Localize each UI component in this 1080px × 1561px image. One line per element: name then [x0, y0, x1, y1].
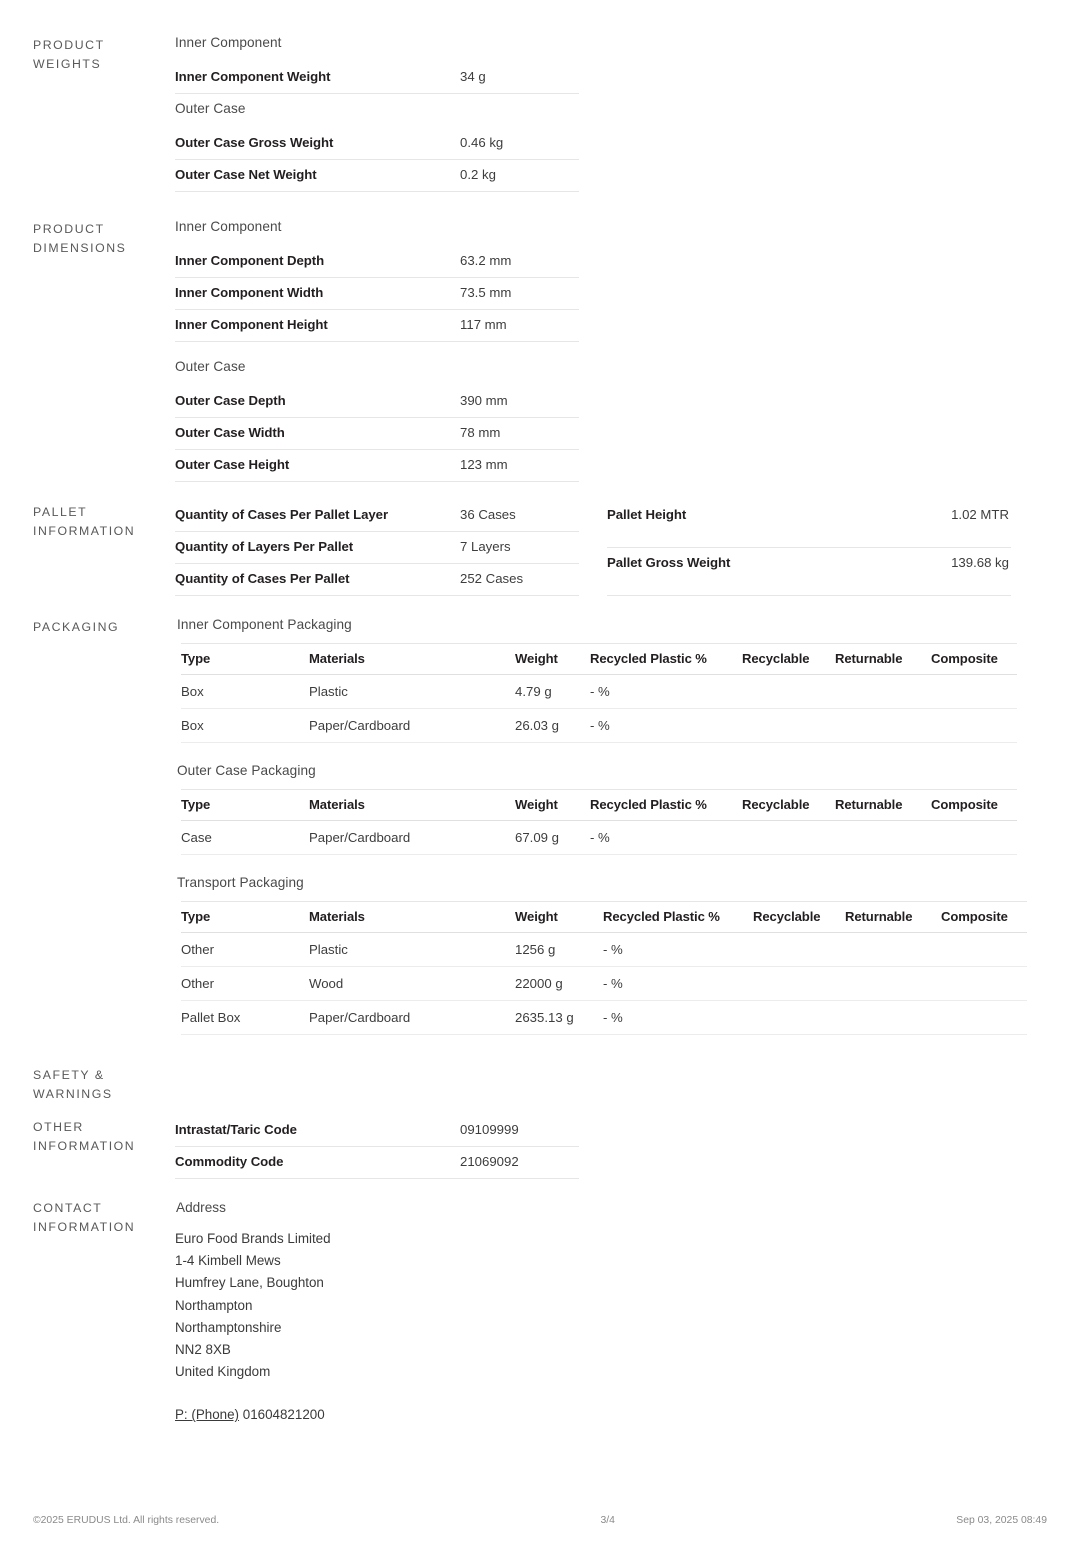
address-line: Northamptonshire [175, 1319, 282, 1335]
cell-recycled: - % [603, 1001, 753, 1035]
table-row [181, 709, 1017, 743]
subheading-inner-component: Inner Component [175, 35, 282, 50]
cell-type: Other [181, 967, 309, 1001]
address-line: Euro Food Brands Limited [175, 1231, 331, 1246]
spec-table-inner-component-weights [175, 62, 579, 94]
column-header-type: Type [181, 644, 309, 675]
packaging-table-title-outer: Outer Case Packaging [177, 763, 316, 778]
spec-value: 139.68 kg [859, 547, 1011, 595]
cell-type: Box [181, 709, 309, 743]
spec-key: Outer Case Height [175, 450, 460, 482]
cell-composite [941, 933, 1027, 967]
spec-key: Inner Component Width [175, 278, 460, 310]
section-label-packaging: PACKAGING [33, 620, 120, 634]
cell-weight: 2635.13 g [515, 1001, 603, 1035]
section-label-product-weights: PRODUCT WEIGHTS [33, 38, 105, 71]
cell-returnable [845, 967, 941, 1001]
cell-materials: Wood [309, 967, 515, 1001]
column-header-weight: Weight [515, 790, 590, 821]
spec-key: Inner Component Depth [175, 246, 460, 278]
cell-recyclable [753, 1001, 845, 1035]
table-row [175, 278, 579, 310]
cell-returnable [835, 821, 931, 855]
section-label-pallet-information: PALLET INFORMATION [33, 505, 136, 538]
footer-copyright: ©2025 ERUDUS Ltd. All rights reserved. [33, 1515, 220, 1526]
table-row [175, 386, 579, 418]
spec-value: 36 Cases [460, 500, 579, 532]
section-pallet-information [0, 500, 1080, 596]
column-header-materials: Materials [309, 644, 515, 675]
cell-recycled: - % [590, 821, 742, 855]
spec-key: Inner Component Weight [175, 62, 460, 94]
cell-composite [941, 1001, 1027, 1035]
section-product-weights [0, 33, 1080, 192]
spec-key: Outer Case Gross Weight [175, 128, 460, 160]
cell-returnable [845, 933, 941, 967]
packaging-table-transport [181, 901, 1027, 1035]
column-header-materials: Materials [309, 790, 515, 821]
spec-key: Outer Case Width [175, 418, 460, 450]
spec-value: 34 g [460, 62, 579, 94]
address-line: NN2 8XB [175, 1342, 231, 1358]
footer-timestamp: Sep 03, 2025 08:49 [956, 1515, 1047, 1526]
column-header-weight: Weight [515, 644, 590, 675]
cell-recyclable [742, 709, 835, 743]
spec-value: 1.02 MTR [859, 500, 1011, 547]
section-body-product-dimensions [175, 217, 1080, 482]
packaging-table-outer-case [181, 789, 1017, 855]
cell-returnable [845, 1001, 941, 1035]
pallet-columns [175, 500, 1044, 596]
spec-key: Intrastat/Taric Code [175, 1115, 460, 1147]
spec-key: Pallet Gross Weight [607, 547, 859, 595]
cell-weight: 4.79 g [515, 675, 590, 709]
cell-type: Box [181, 675, 309, 709]
column-header-type: Type [181, 790, 309, 821]
table-row [181, 675, 1017, 709]
address-line: Northampton [175, 1297, 253, 1313]
cell-type: Case [181, 821, 309, 855]
spec-table-outer-case-dimensions [175, 386, 579, 482]
column-header-composite: Composite [931, 644, 1017, 675]
subheading-inner-component: Inner Component [175, 219, 282, 234]
column-header-recycled-plastic: Recycled Plastic % [603, 902, 753, 933]
packaging-table-inner-component [181, 643, 1017, 743]
table-row [175, 310, 579, 342]
spec-key: Outer Case Depth [175, 386, 460, 418]
spec-key: Quantity of Cases Per Pallet Layer [175, 500, 460, 532]
phone-line [175, 1383, 1044, 1426]
cell-composite [931, 709, 1017, 743]
cell-recyclable [742, 675, 835, 709]
cell-type: Other [181, 933, 309, 967]
column-header-recyclable: Recyclable [753, 902, 845, 933]
cell-materials: Paper/Cardboard [309, 709, 515, 743]
subheading-outer-case: Outer Case [175, 101, 246, 116]
spec-table-outer-case-weights [175, 128, 579, 192]
spec-key: Outer Case Net Weight [175, 160, 460, 192]
column-header-recycled-plastic: Recycled Plastic % [590, 790, 742, 821]
spec-key: Quantity of Layers Per Pallet [175, 532, 460, 564]
table-row [175, 246, 579, 278]
column-header-returnable: Returnable [835, 790, 931, 821]
cell-materials: Paper/Cardboard [309, 1001, 515, 1035]
column-header-recyclable: Recyclable [742, 644, 835, 675]
cell-composite [941, 967, 1027, 1001]
address-line: United Kingdom [175, 1364, 271, 1380]
spec-value: 123 mm [460, 450, 579, 482]
spec-table-other-information [175, 1115, 579, 1179]
section-label-product-dimensions: PRODUCT DIMENSIONS [33, 222, 127, 255]
section-label-safety-warnings: SAFETY & WARNINGS [33, 1068, 113, 1101]
address-block [175, 1228, 1044, 1383]
section-body-packaging [175, 615, 1080, 1035]
cell-weight: 67.09 g [515, 821, 590, 855]
cell-recyclable [742, 821, 835, 855]
table-row [181, 967, 1027, 1001]
table-row [175, 418, 579, 450]
cell-recycled: - % [590, 709, 742, 743]
subheading-outer-case: Outer Case [175, 359, 246, 374]
cell-recycled: - % [603, 933, 753, 967]
cell-returnable [835, 709, 931, 743]
section-body-other-information [175, 1115, 1080, 1179]
spec-table-pallet-left [175, 500, 579, 596]
table-row [175, 160, 579, 192]
column-header-returnable: Returnable [845, 902, 941, 933]
cell-recycled: - % [590, 675, 742, 709]
section-body-contact-information [175, 1196, 1080, 1426]
table-row [175, 564, 579, 596]
section-contact-information [0, 1196, 1080, 1426]
page-footer [0, 1515, 1080, 1526]
spec-key: Pallet Height [607, 500, 859, 547]
cell-materials: Plastic [309, 675, 515, 709]
spec-key: Inner Component Height [175, 310, 460, 342]
column-header-recyclable: Recyclable [742, 790, 835, 821]
address-heading: Address [176, 1200, 226, 1215]
spec-value: 73.5 mm [460, 278, 579, 310]
packaging-table-title-transport: Transport Packaging [177, 875, 304, 890]
table-row [175, 450, 579, 482]
cell-recyclable [753, 967, 845, 1001]
spec-value: 0.2 kg [460, 160, 579, 192]
table-row [181, 821, 1017, 855]
table-row [607, 547, 1011, 595]
section-body-pallet-information [175, 500, 1080, 596]
column-header-composite: Composite [931, 790, 1017, 821]
spec-value: 09109999 [460, 1115, 579, 1147]
spec-value: 390 mm [460, 386, 579, 418]
column-header-returnable: Returnable [835, 644, 931, 675]
section-label-contact-information: CONTACT INFORMATION [33, 1201, 136, 1234]
footer-page-number: 3/4 [600, 1515, 615, 1526]
cell-type: Pallet Box [181, 1001, 309, 1035]
section-safety-warnings [0, 1063, 1080, 1103]
spec-value: 7 Layers [460, 532, 579, 564]
cell-recycled: - % [603, 967, 753, 1001]
column-header-composite: Composite [941, 902, 1027, 933]
table-row [175, 500, 579, 532]
table-row [175, 1147, 579, 1179]
column-header-recycled-plastic: Recycled Plastic % [590, 644, 742, 675]
spec-value: 117 mm [460, 310, 579, 342]
section-label-other-information: OTHER INFORMATION [33, 1120, 136, 1153]
cell-recyclable [753, 933, 845, 967]
spec-table-inner-component-dimensions [175, 246, 579, 342]
cell-returnable [835, 675, 931, 709]
table-header-row [181, 644, 1017, 675]
table-row [175, 62, 579, 94]
section-other-information [0, 1115, 1080, 1179]
table-header-row [181, 790, 1017, 821]
spec-value: 252 Cases [460, 564, 579, 596]
spec-value: 63.2 mm [460, 246, 579, 278]
spacer [175, 342, 1044, 352]
phone-label: P: (Phone) [175, 1407, 240, 1423]
cell-materials: Plastic [309, 933, 515, 967]
table-row [175, 532, 579, 564]
spec-key: Quantity of Cases Per Pallet [175, 564, 460, 596]
packaging-table-title-inner: Inner Component Packaging [177, 617, 352, 632]
cell-weight: 26.03 g [515, 709, 590, 743]
table-row [607, 500, 1011, 547]
table-row [175, 1115, 579, 1147]
section-packaging [0, 615, 1080, 1035]
document-page [0, 33, 1080, 1561]
column-header-weight: Weight [515, 902, 603, 933]
address-line: 1-4 Kimbell Mews [175, 1253, 281, 1269]
cell-materials: Paper/Cardboard [309, 821, 515, 855]
phone-number: 01604821200 [242, 1407, 325, 1423]
cell-weight: 22000 g [515, 967, 603, 1001]
spec-key: Commodity Code [175, 1147, 460, 1179]
cell-composite [931, 675, 1017, 709]
cell-weight: 1256 g [515, 933, 603, 967]
table-row [181, 1001, 1027, 1035]
address-line: Humfrey Lane, Boughton [175, 1275, 324, 1291]
spec-value: 0.46 kg [460, 128, 579, 160]
spec-value: 78 mm [460, 418, 579, 450]
section-product-dimensions [0, 217, 1080, 482]
cell-composite [931, 821, 1017, 855]
spec-value: 21069092 [460, 1147, 579, 1179]
section-body-product-weights [175, 33, 1080, 192]
column-header-type: Type [181, 902, 309, 933]
spec-table-pallet-right [607, 500, 1011, 596]
table-header-row [181, 902, 1027, 933]
table-row [175, 128, 579, 160]
column-header-materials: Materials [309, 902, 515, 933]
table-row [181, 933, 1027, 967]
